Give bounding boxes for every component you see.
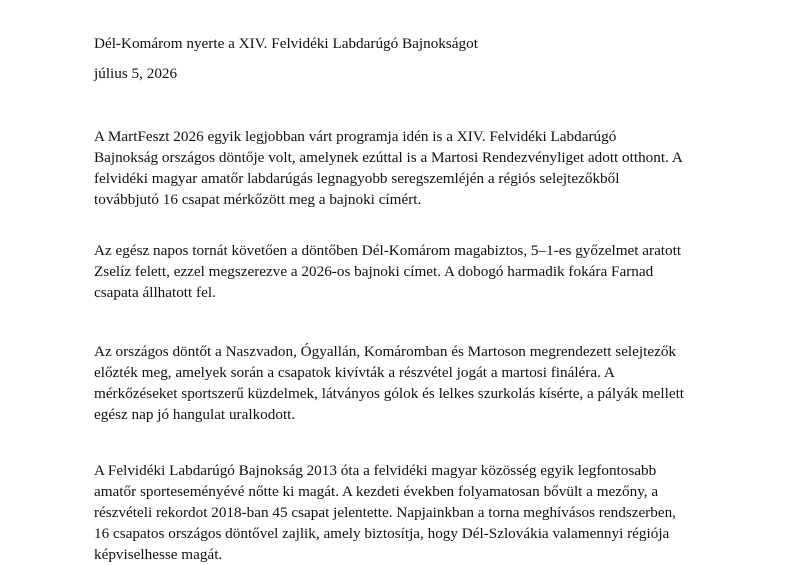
paragraph-line: előzték meg, amelyek során a csapatok kivívták a részvétel jogát a martosi fináléra. A xyxy=(94,364,615,381)
paragraph-line: Bajnokság országos döntője volt, amelynek ezúttal is a Martosi Rendezvényliget adott otthont. A xyxy=(94,149,683,166)
paragraph-line: továbbjutó 16 csapat mérkőzött meg a bajnoki címért. xyxy=(94,191,422,208)
article-paragraph-3 xyxy=(94,341,684,425)
paragraph-line: A MartFeszt 2026 egyik legjobban várt programja idén is a XIV. Felvidéki Labdarúgó xyxy=(94,128,617,145)
article-paragraph-2 xyxy=(94,240,681,303)
paragraph-line: csapata állhatott fel. xyxy=(94,284,216,301)
article-paragraph-1 xyxy=(94,126,683,210)
paragraph-line: mérkőzéseket sportszerű küzdelmek, látványos gólok és lelkes szurkolás kísérte, a pályák mellett xyxy=(94,385,685,402)
paragraph-line: amatőr sporteseményévé nőtte ki magát. A kezdeti években folyamatosan bővült a mezőny, a xyxy=(94,483,659,500)
paragraph-line: képviselhesse magát. xyxy=(94,546,223,563)
paragraph-line: Zselíz felett, ezzel megszerezve a 2026-os bajnoki címet. A dobogó harmadik fokára Farnad xyxy=(94,263,654,280)
paragraph-line: 16 csapatos országos döntővel zajlik, amely biztosítja, hogy Dél-Szlovákia valamennyi régiója xyxy=(94,525,670,542)
paragraph-line: Az egész napos tornát követően a döntőben Dél-Komárom magabiztos, 5–1-es győzelmet aratott xyxy=(94,242,682,259)
paragraph-line: egész nap jó hangulat uralkodott. xyxy=(94,406,296,423)
paragraph-line: A Felvidéki Labdarúgó Bajnokság 2013 óta a felvidéki magyar közösség egyik legfontosabb xyxy=(94,462,657,479)
article-paragraph-4 xyxy=(94,460,676,565)
article-title: Dél-Komárom nyerte a XIV. Felvidéki Labdarúgó Bajnokságot xyxy=(94,35,478,52)
paragraph-line: részvételi rekordot 2018-ban 45 csapat jelentette. Napjainkban a torna meghívásos rendszerben, xyxy=(94,504,676,521)
article-date: július 5, 2026 xyxy=(94,65,178,82)
paragraph-line: Az országos döntőt a Naszvadon, Ógyallán, Komáromban és Martoson megrendezett selejtezők xyxy=(94,343,677,360)
paragraph-line: felvidéki magyar amatőr labdarúgás legnagyobb seregszemléjén a régiós selejtezőkből xyxy=(94,170,620,187)
